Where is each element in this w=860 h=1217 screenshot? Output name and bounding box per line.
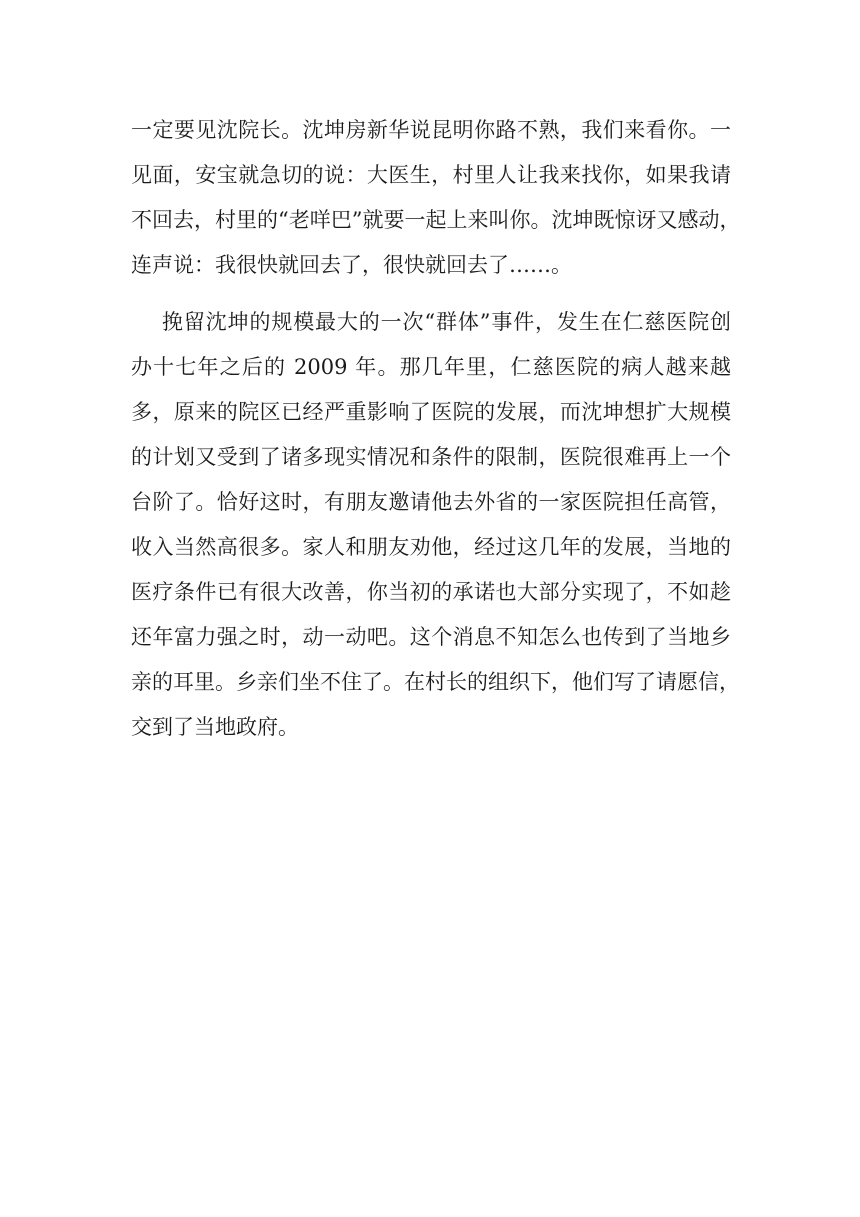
text-line: 收入当然高很多。家人和朋友劝他，经过这几年的发展，当地的 [131,535,731,559]
text-line: 挽留沈坤的规模最大的一次“群体”事件，发生在仁慈医院创 [162,310,731,334]
text-line: 亲的耳里。乡亲们坐不住了。在村长的组织下，他们写了请愿信， [131,670,740,694]
paragraph [131,300,740,750]
text-line: 一定要见沈院长。沈坤房新华说昆明你路不熟，我们来看你。一 [131,118,731,142]
text-line: 连声说：我很快就回去了，很快就回去了……。 [131,253,572,277]
text-line: 的计划又受到了诸多现实情况和条件的限制，医院很难再上一个 [131,445,731,469]
text-line: 见面，安宝就急切的说：大医生，村里人让我来找你，如果我请 [131,163,731,187]
document-body [131,108,741,750]
text-line: 不回去，村里的“老咩巴”就要一起上来叫你。沈坤既惊讶又感动， [131,208,741,232]
text-line: 医疗条件已有很大改善，你当初的承诺也大部分实现了，不如趁 [131,580,731,604]
text-line: 台阶了。恰好这时，有朋友邀请他去外省的一家医院担任高管， [131,490,731,514]
paragraph [131,108,741,288]
text-line: 交到了当地政府。 [131,715,299,739]
paragraph-spacer [131,288,731,300]
text-line: 还年富力强之时，动一动吧。这个消息不知怎么也传到了当地乡 [131,625,731,649]
text-line: 办十七年之后的 2009 年。那几年里，仁慈医院的病人越来越 [131,355,731,379]
text-line: 多，原来的院区已经严重影响了医院的发展，而沈坤想扩大规模 [131,400,731,424]
